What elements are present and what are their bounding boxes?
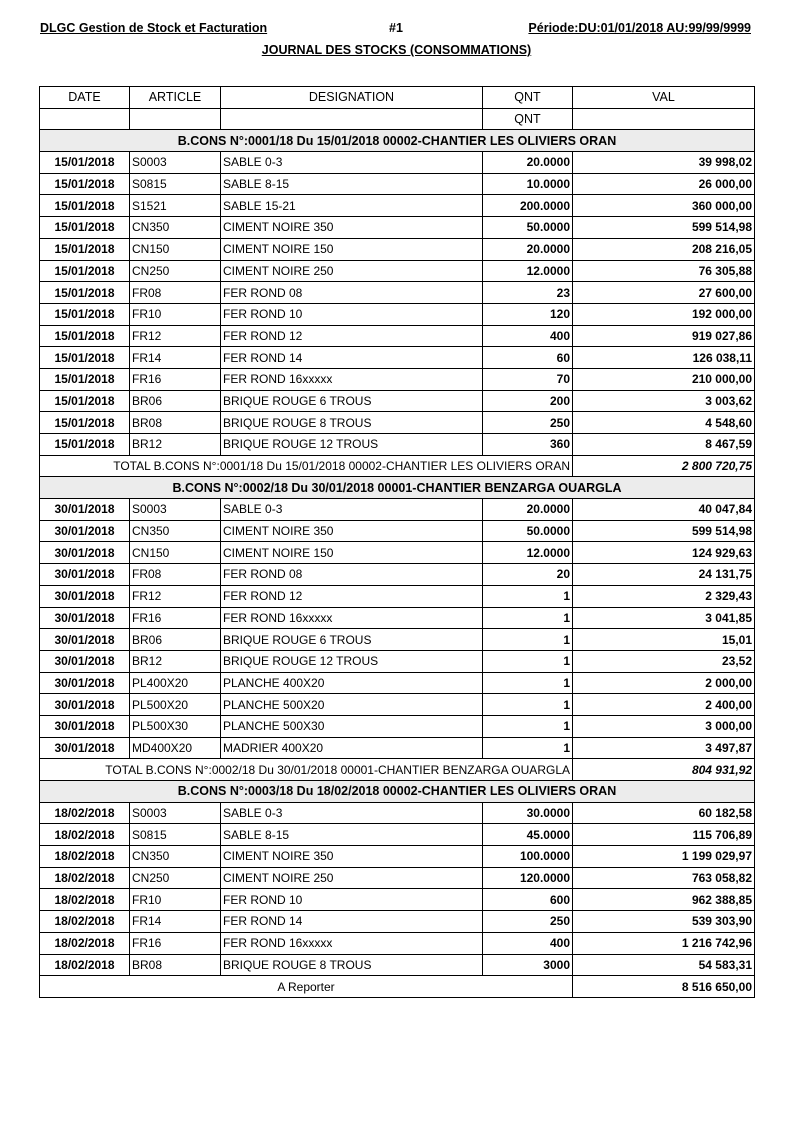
- period-label: Période:DU:01/01/2018 AU:99/99/9999: [528, 21, 751, 35]
- table-row: [40, 737, 755, 759]
- col-date: DATE: [40, 87, 130, 109]
- cell-date: 30/01/2018: [40, 520, 130, 542]
- report-title: JOURNAL DES STOCKS (CONSOMMATIONS): [261, 43, 532, 57]
- cell-designation: FER ROND 14: [221, 911, 483, 933]
- cell-article: PL400X20: [130, 672, 221, 694]
- cell-val: 360 000,00: [573, 195, 755, 217]
- cell-date: 30/01/2018: [40, 650, 130, 672]
- cell-article: FR10: [130, 303, 221, 325]
- table-row: [40, 911, 755, 933]
- table-row: [40, 195, 755, 217]
- cell-val: 3 497,87: [573, 737, 755, 759]
- table-row: [40, 499, 755, 521]
- cell-val: 126 038,11: [573, 347, 755, 369]
- cell-qnt: 1: [483, 585, 573, 607]
- app-title: DLGC Gestion de Stock et Facturation: [40, 21, 268, 35]
- cell-article: BR12: [130, 434, 221, 456]
- cell-article: CN350: [130, 217, 221, 239]
- cell-qnt: 1: [483, 629, 573, 651]
- cell-val: 539 303,90: [573, 911, 755, 933]
- cell-article: FR16: [130, 368, 221, 390]
- cell-article: PL500X30: [130, 715, 221, 737]
- cell-val: 15,01: [573, 629, 755, 651]
- cell-designation: PLANCHE 500X30: [221, 715, 483, 737]
- cell-article: S0003: [130, 499, 221, 521]
- cell-val: 27 600,00: [573, 282, 755, 304]
- cell-article: FR16: [130, 932, 221, 954]
- table-row: [40, 585, 755, 607]
- cell-article: FR16: [130, 607, 221, 629]
- cell-qnt: 10.0000: [483, 173, 573, 195]
- cell-article: FR12: [130, 585, 221, 607]
- cell-qnt: 60: [483, 347, 573, 369]
- cell-val: 919 027,86: [573, 325, 755, 347]
- group-title: B.CONS N°:0002/18 Du 30/01/2018 00001-CHANTIER BENZARGA OUARGLA: [40, 477, 755, 499]
- cell-val: 1 199 029,97: [573, 846, 755, 868]
- cell-designation: SABLE 0-3: [221, 499, 483, 521]
- cell-date: 18/02/2018: [40, 889, 130, 911]
- subheader-empty: [130, 108, 221, 130]
- report-value: 8 516 650,00: [573, 976, 755, 998]
- cell-qnt: 20.0000: [483, 238, 573, 260]
- page-number: #1: [389, 21, 403, 35]
- cell-qnt: 400: [483, 325, 573, 347]
- cell-article: BR06: [130, 390, 221, 412]
- cell-val: 2 400,00: [573, 694, 755, 716]
- subheader-row: [40, 108, 755, 130]
- cell-val: 2 000,00: [573, 672, 755, 694]
- cell-designation: CIMENT NOIRE 350: [221, 846, 483, 868]
- cell-designation: SABLE 0-3: [221, 152, 483, 174]
- cell-designation: FER ROND 08: [221, 282, 483, 304]
- cell-val: 763 058,82: [573, 867, 755, 889]
- cell-qnt: 3000: [483, 954, 573, 976]
- cell-val: 76 305,88: [573, 260, 755, 282]
- cell-article: S0815: [130, 173, 221, 195]
- table-row: [40, 607, 755, 629]
- cell-designation: CIMENT NOIRE 350: [221, 217, 483, 239]
- table-row: [40, 564, 755, 586]
- cell-val: 599 514,98: [573, 520, 755, 542]
- table-row: [40, 846, 755, 868]
- cell-date: 18/02/2018: [40, 867, 130, 889]
- cell-qnt: 1: [483, 715, 573, 737]
- table-row: [40, 867, 755, 889]
- col-designation: DESIGNATION: [221, 87, 483, 109]
- cell-date: 15/01/2018: [40, 434, 130, 456]
- col-val: VAL: [573, 87, 755, 109]
- table-row: [40, 238, 755, 260]
- cell-qnt: 30.0000: [483, 802, 573, 824]
- journal-body: [40, 130, 755, 998]
- cell-val: 8 467,59: [573, 434, 755, 456]
- cell-article: MD400X20: [130, 737, 221, 759]
- col-qnt: QNT: [483, 87, 573, 109]
- subheader-empty: [40, 108, 130, 130]
- cell-val: 599 514,98: [573, 217, 755, 239]
- cell-qnt: 100.0000: [483, 846, 573, 868]
- cell-date: 15/01/2018: [40, 195, 130, 217]
- subheader-empty: [573, 108, 755, 130]
- cell-designation: FER ROND 16xxxxx: [221, 932, 483, 954]
- table-row: [40, 368, 755, 390]
- table-row: [40, 347, 755, 369]
- cell-val: 1 216 742,96: [573, 932, 755, 954]
- cell-article: FR12: [130, 325, 221, 347]
- cell-val: 23,52: [573, 650, 755, 672]
- report-row: [40, 976, 755, 998]
- cell-article: CN150: [130, 542, 221, 564]
- cell-val: 192 000,00: [573, 303, 755, 325]
- cell-article: S0815: [130, 824, 221, 846]
- cell-val: 124 929,63: [573, 542, 755, 564]
- cell-designation: FER ROND 12: [221, 585, 483, 607]
- cell-date: 18/02/2018: [40, 954, 130, 976]
- cell-qnt: 1: [483, 607, 573, 629]
- cell-article: FR14: [130, 911, 221, 933]
- cell-date: 30/01/2018: [40, 629, 130, 651]
- cell-article: FR14: [130, 347, 221, 369]
- cell-date: 30/01/2018: [40, 694, 130, 716]
- cell-val: 26 000,00: [573, 173, 755, 195]
- cell-article: BR06: [130, 629, 221, 651]
- table-row: [40, 260, 755, 282]
- group-total-row: [40, 455, 755, 477]
- table-row: [40, 217, 755, 239]
- cell-qnt: 400: [483, 932, 573, 954]
- cell-date: 30/01/2018: [40, 585, 130, 607]
- cell-val: 208 216,05: [573, 238, 755, 260]
- cell-val: 39 998,02: [573, 152, 755, 174]
- cell-designation: PLANCHE 500X20: [221, 694, 483, 716]
- cell-qnt: 1: [483, 737, 573, 759]
- table-row: [40, 694, 755, 716]
- cell-qnt: 20.0000: [483, 499, 573, 521]
- cell-val: 210 000,00: [573, 368, 755, 390]
- cell-qnt: 120.0000: [483, 867, 573, 889]
- cell-article: BR08: [130, 412, 221, 434]
- cell-designation: SABLE 8-15: [221, 824, 483, 846]
- cell-date: 30/01/2018: [40, 499, 130, 521]
- cell-date: 15/01/2018: [40, 238, 130, 260]
- cell-date: 30/01/2018: [40, 737, 130, 759]
- group-total-value: 804 931,92: [573, 759, 755, 781]
- cell-article: CN150: [130, 238, 221, 260]
- cell-article: S0003: [130, 152, 221, 174]
- cell-qnt: 200: [483, 390, 573, 412]
- group-header-row: [40, 477, 755, 499]
- cell-article: FR08: [130, 282, 221, 304]
- table-row: [40, 932, 755, 954]
- cell-designation: SABLE 15-21: [221, 195, 483, 217]
- group-title: B.CONS N°:0003/18 Du 18/02/2018 00002-CHANTIER LES OLIVIERS ORAN: [40, 781, 755, 803]
- table-row: [40, 542, 755, 564]
- cell-qnt: 200.0000: [483, 195, 573, 217]
- cell-article: PL500X20: [130, 694, 221, 716]
- cell-date: 30/01/2018: [40, 672, 130, 694]
- cell-article: CN350: [130, 520, 221, 542]
- cell-qnt: 12.0000: [483, 542, 573, 564]
- cell-qnt: 250: [483, 412, 573, 434]
- cell-qnt: 45.0000: [483, 824, 573, 846]
- cell-date: 15/01/2018: [40, 390, 130, 412]
- table-row: [40, 520, 755, 542]
- cell-article: CN250: [130, 867, 221, 889]
- cell-val: 2 329,43: [573, 585, 755, 607]
- cell-qnt: 1: [483, 694, 573, 716]
- cell-qnt: 50.0000: [483, 217, 573, 239]
- cell-date: 18/02/2018: [40, 932, 130, 954]
- cell-designation: SABLE 0-3: [221, 802, 483, 824]
- cell-val: 54 583,31: [573, 954, 755, 976]
- cell-article: BR08: [130, 954, 221, 976]
- cell-qnt: 12.0000: [483, 260, 573, 282]
- cell-date: 30/01/2018: [40, 607, 130, 629]
- cell-designation: CIMENT NOIRE 150: [221, 238, 483, 260]
- table-row: [40, 824, 755, 846]
- cell-date: 15/01/2018: [40, 303, 130, 325]
- cell-qnt: 20: [483, 564, 573, 586]
- cell-date: 30/01/2018: [40, 715, 130, 737]
- table-row: [40, 629, 755, 651]
- cell-designation: BRIQUE ROUGE 12 TROUS: [221, 650, 483, 672]
- cell-date: 15/01/2018: [40, 173, 130, 195]
- cell-date: 18/02/2018: [40, 802, 130, 824]
- cell-designation: BRIQUE ROUGE 12 TROUS: [221, 434, 483, 456]
- cell-article: BR12: [130, 650, 221, 672]
- cell-qnt: 360: [483, 434, 573, 456]
- group-total-label: TOTAL B.CONS N°:0001/18 Du 15/01/2018 00002-CHANTIER LES OLIVIERS ORAN: [40, 455, 573, 477]
- cell-designation: CIMENT NOIRE 250: [221, 867, 483, 889]
- cell-designation: BRIQUE ROUGE 8 TROUS: [221, 412, 483, 434]
- cell-val: 4 548,60: [573, 412, 755, 434]
- cell-val: 3 000,00: [573, 715, 755, 737]
- cell-date: 15/01/2018: [40, 260, 130, 282]
- group-total-label: TOTAL B.CONS N°:0002/18 Du 30/01/2018 00001-CHANTIER BENZARGA OUARGLA: [40, 759, 573, 781]
- cell-date: 15/01/2018: [40, 152, 130, 174]
- cell-designation: FER ROND 12: [221, 325, 483, 347]
- cell-val: 40 047,84: [573, 499, 755, 521]
- cell-article: CN250: [130, 260, 221, 282]
- cell-qnt: 1: [483, 672, 573, 694]
- cell-article: S0003: [130, 802, 221, 824]
- cell-date: 15/01/2018: [40, 282, 130, 304]
- cell-designation: FER ROND 14: [221, 347, 483, 369]
- table-row: [40, 325, 755, 347]
- table-row: [40, 650, 755, 672]
- group-total-value: 2 800 720,75: [573, 455, 755, 477]
- table-row: [40, 954, 755, 976]
- cell-designation: FER ROND 16xxxxx: [221, 607, 483, 629]
- subheader-empty: [221, 108, 483, 130]
- cell-designation: PLANCHE 400X20: [221, 672, 483, 694]
- cell-qnt: 250: [483, 911, 573, 933]
- cell-qnt: 70: [483, 368, 573, 390]
- cell-article: FR10: [130, 889, 221, 911]
- table-row: [40, 715, 755, 737]
- journal-table: [39, 86, 755, 998]
- cell-val: 3 041,85: [573, 607, 755, 629]
- cell-val: 962 388,85: [573, 889, 755, 911]
- cell-date: 30/01/2018: [40, 564, 130, 586]
- cell-article: FR08: [130, 564, 221, 586]
- cell-date: 18/02/2018: [40, 824, 130, 846]
- cell-date: 15/01/2018: [40, 368, 130, 390]
- cell-article: CN350: [130, 846, 221, 868]
- cell-designation: FER ROND 10: [221, 889, 483, 911]
- table-row: [40, 173, 755, 195]
- table-row: [40, 412, 755, 434]
- group-header-row: [40, 781, 755, 803]
- cell-qnt: 23: [483, 282, 573, 304]
- cell-date: 18/02/2018: [40, 846, 130, 868]
- cell-designation: FER ROND 08: [221, 564, 483, 586]
- table-row: [40, 434, 755, 456]
- table-row: [40, 390, 755, 412]
- cell-qnt: 20.0000: [483, 152, 573, 174]
- table-row: [40, 152, 755, 174]
- cell-date: 15/01/2018: [40, 325, 130, 347]
- cell-designation: BRIQUE ROUGE 8 TROUS: [221, 954, 483, 976]
- cell-article: S1521: [130, 195, 221, 217]
- cell-val: 115 706,89: [573, 824, 755, 846]
- table-row: [40, 672, 755, 694]
- table-row: [40, 889, 755, 911]
- cell-designation: BRIQUE ROUGE 6 TROUS: [221, 390, 483, 412]
- cell-qnt: 600: [483, 889, 573, 911]
- cell-date: 30/01/2018: [40, 542, 130, 564]
- cell-date: 15/01/2018: [40, 412, 130, 434]
- cell-qnt: 1: [483, 650, 573, 672]
- cell-designation: MADRIER 400X20: [221, 737, 483, 759]
- cell-date: 18/02/2018: [40, 911, 130, 933]
- cell-val: 3 003,62: [573, 390, 755, 412]
- header-row: [40, 87, 755, 109]
- cell-designation: CIMENT NOIRE 350: [221, 520, 483, 542]
- cell-designation: CIMENT NOIRE 150: [221, 542, 483, 564]
- cell-val: 60 182,58: [573, 802, 755, 824]
- cell-designation: CIMENT NOIRE 250: [221, 260, 483, 282]
- subheader-qnt: QNT: [483, 108, 573, 130]
- report-label: A Reporter: [40, 976, 573, 998]
- cell-val: 24 131,75: [573, 564, 755, 586]
- table-row: [40, 282, 755, 304]
- cell-qnt: 120: [483, 303, 573, 325]
- group-header-row: [40, 130, 755, 152]
- cell-date: 15/01/2018: [40, 347, 130, 369]
- cell-designation: FER ROND 10: [221, 303, 483, 325]
- group-title: B.CONS N°:0001/18 Du 15/01/2018 00002-CHANTIER LES OLIVIERS ORAN: [40, 130, 755, 152]
- cell-designation: SABLE 8-15: [221, 173, 483, 195]
- table-row: [40, 802, 755, 824]
- cell-designation: FER ROND 16xxxxx: [221, 368, 483, 390]
- cell-date: 15/01/2018: [40, 217, 130, 239]
- cell-designation: BRIQUE ROUGE 6 TROUS: [221, 629, 483, 651]
- cell-qnt: 50.0000: [483, 520, 573, 542]
- table-row: [40, 303, 755, 325]
- group-total-row: [40, 759, 755, 781]
- col-article: ARTICLE: [130, 87, 221, 109]
